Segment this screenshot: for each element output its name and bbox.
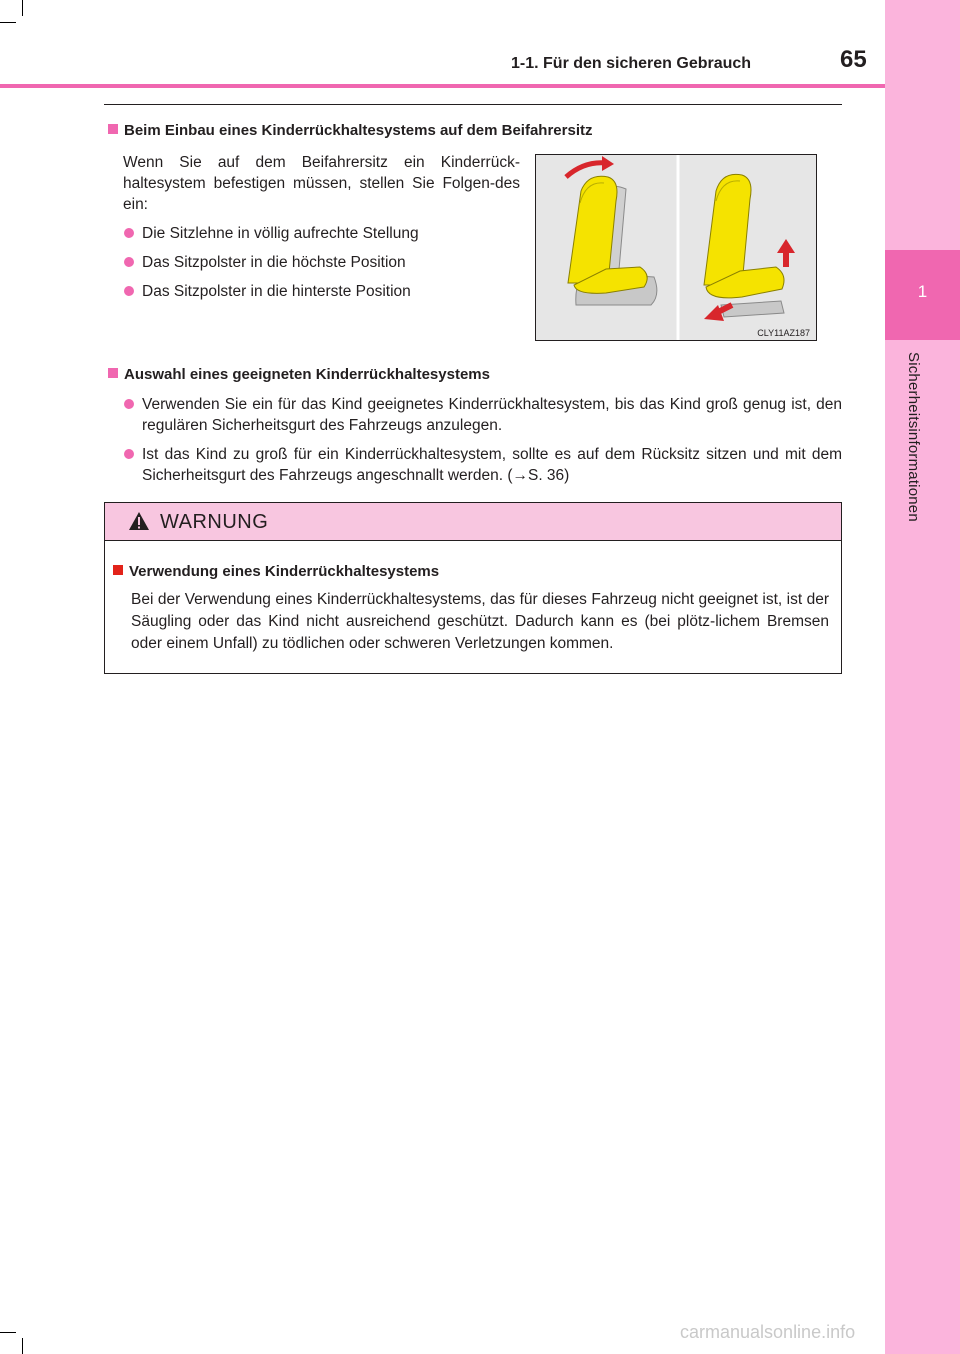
watermark: carmanualsonline.info <box>680 1322 856 1342</box>
warning-text: Bei der Verwendung eines Kinderrückhaltesystems, das für dieses Fahrzeug nicht geeignet ist, ist der Säugling oder das Kind nicht ausreichend geschützt. Dadurch kann es (bei plötz-lichem Bremsen oder einem Unfall) zu tödlichen oder schweren Verletzungen kommen. <box>131 591 829 652</box>
figure-code: CLY11AZ187 <box>757 328 810 338</box>
crop-mark <box>22 1338 23 1354</box>
square-bullet-icon <box>113 565 123 575</box>
chapter-title: Sicherheitsinformationen <box>905 352 922 522</box>
section1-heading-text: Beim Einbau eines Kinderrückhaltesystems auf dem Beifahrersitz <box>124 122 593 139</box>
section2-heading-text: Auswahl eines geeigneten Kinderrückhaltesystems <box>124 366 490 383</box>
list-item <box>124 252 524 273</box>
page-number: 65 <box>840 46 867 73</box>
list-item <box>124 444 842 486</box>
square-bullet-icon <box>108 368 118 378</box>
section-divider <box>104 104 842 105</box>
seat-adjustment-figure <box>535 154 817 341</box>
warning-heading <box>113 563 439 580</box>
list-item-text: Die Sitzlehne in völlig aufrechte Stellung <box>142 225 419 242</box>
section1-heading <box>108 122 593 139</box>
crop-mark <box>0 1332 16 1333</box>
chapter-number: 1 <box>917 282 928 301</box>
list-item <box>124 223 524 244</box>
crop-mark <box>0 22 16 23</box>
seat-yellow-icon <box>568 176 647 293</box>
list-item <box>124 394 842 436</box>
bullet-dot-icon <box>124 286 134 296</box>
warning-heading-text: Verwendung eines Kinderrückhaltesystems <box>129 563 440 580</box>
bullet-dot-icon <box>124 257 134 267</box>
seat-yellow-raised-icon <box>704 174 784 317</box>
side-tab-bar <box>885 0 960 1354</box>
seat-illustration <box>536 155 816 340</box>
list-item-text: Das Sitzpolster in die hinterste Position <box>142 283 411 300</box>
warning-title: WARNUNG <box>160 511 269 533</box>
header-rule <box>0 84 885 88</box>
section1-intro: Wenn Sie auf dem Beifahrersitz ein Kinderrück-haltesystem befestigen müssen, stellen Sie Folgen-des ein: <box>123 154 520 213</box>
square-bullet-icon <box>108 124 118 134</box>
list-item-text: Das Sitzpolster in die höchste Position <box>142 254 406 271</box>
list-item-text: Ist das Kind zu groß für ein Kinderrückhaltesystem, sollte es auf dem Rücksitz sitzen und mit dem Sicherheitsgurt des Fahrzeugs angeschnallt werden. (→S. 36) <box>142 446 842 484</box>
header-section-title: 1-1. Für den sicheren Gebrauch <box>511 55 752 72</box>
bullet-dot-icon <box>124 228 134 238</box>
list-item-text: Verwenden Sie ein für das Kind geeignetes Kinderrückhaltesystem, bis das Kind groß genug ist, den regulären Sicherheitsgurt des Fahrzeugs anzulegen. <box>142 396 842 434</box>
recline-arrow-icon <box>566 163 606 177</box>
bullet-dot-icon <box>124 399 134 409</box>
section2-heading <box>108 366 490 383</box>
warning-header <box>105 503 841 541</box>
list-item <box>124 281 524 302</box>
bullet-dot-icon <box>124 449 134 459</box>
warning-box <box>104 502 842 674</box>
warning-triangle-icon <box>128 511 150 531</box>
crop-mark <box>22 0 23 16</box>
